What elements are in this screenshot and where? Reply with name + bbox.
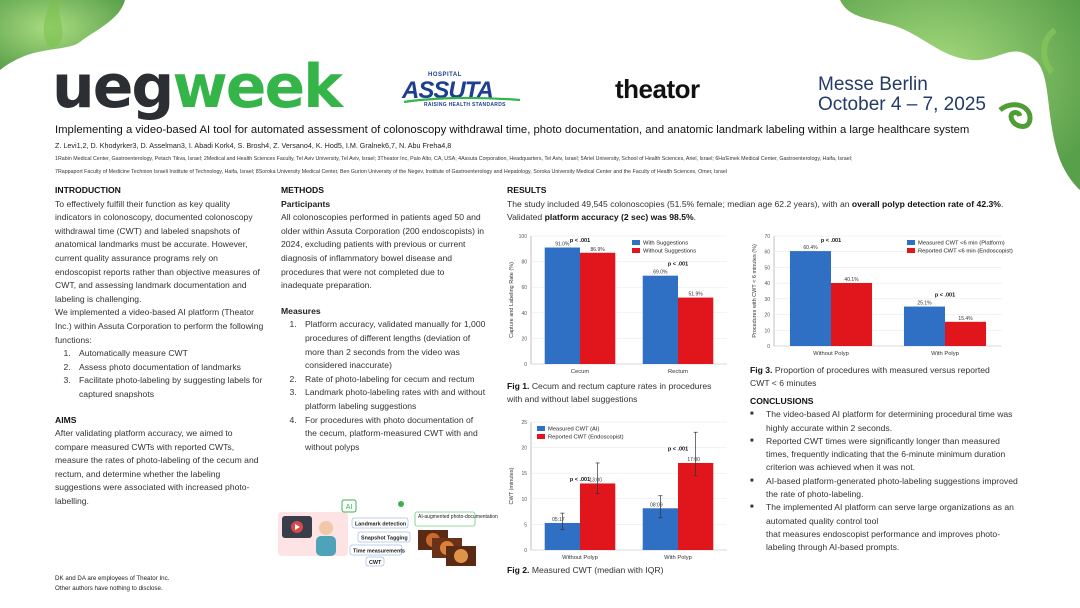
data-label: 08:09: [650, 502, 663, 509]
disclosure-line: Other authors have nothing to disclose.: [55, 585, 163, 592]
fig1-chart: [505, 228, 735, 378]
legend-swatch: [632, 248, 640, 253]
x-tick-label: Without Polyp: [813, 351, 849, 357]
measures-heading: Measures: [281, 305, 321, 316]
data-label: 69.0%: [653, 269, 668, 276]
data-label: 05:17: [552, 516, 565, 523]
legend-swatch: [632, 240, 640, 245]
y-tick-label: 40: [521, 310, 527, 317]
bar: [580, 253, 615, 364]
theator-logo: theator: [615, 74, 700, 104]
list-item: 2. Assess photo documentation of landmarks: [73, 361, 265, 375]
y-tick-label: 0: [524, 362, 527, 368]
y-tick-label: 10: [764, 328, 770, 335]
results-paragraph: The study included 49,545 colonoscopies (51.5% female; median age 62.2 years), with an overall polyp detection rate of 42.3%. Validated platform accuracy (2 sec) was 98.5%.: [507, 199, 1004, 222]
p-value-annotation: p < .001: [934, 292, 956, 299]
data-label: 51.9%: [688, 291, 703, 298]
y-axis-label: Procedures with CWT < 6 minutes (%): [752, 244, 758, 338]
data-label: 17:00: [687, 456, 700, 463]
list-item: ■ AI-based platform-generated photo-labeling suggestions improved the rate of photo-labeling.: [750, 475, 1022, 502]
legend-swatch: [907, 240, 915, 245]
fig1-caption: Fig 1. Cecum and rectum capture rates in procedures with and without label suggestions: [507, 381, 712, 404]
participants-heading: Participants: [281, 198, 331, 209]
disclosure-line: DK and DA are employees of Theator Inc.: [55, 575, 170, 582]
measures-list: [281, 318, 486, 454]
y-tick-label: 20: [521, 336, 527, 343]
illustration-label: Snapshot Tagging: [361, 535, 408, 542]
legend-label: Measured CWT (AI): [548, 426, 600, 433]
poster-title: Implementing a video-based AI tool for automated assessment of colonoscopy withdrawal time, photo documentation, and anatomic landmark labeling within a large healthcare system: [55, 124, 970, 136]
ueg-week-logo: uegweek: [52, 52, 342, 122]
affiliations-line-2: 7Rappaport Faculty of Medicine Technion Israeli Institute of Technology, Haifa, Israel; 8Soroka University Medical Center, Ben Gurion University of the Negev, Institute of Gastroenterology and Hepatology, Soroka University Medical Center and the Faculty of Health Sciences, Omer, Israel: [55, 169, 727, 175]
y-tick-label: 20: [521, 445, 527, 452]
legend-label: Reported CWT (Endoscopist): [548, 434, 624, 441]
introduction-section: [55, 184, 265, 509]
list-item: 4. For procedures with photo documentation of the cecum, platform-measured CWT with and without polyps: [299, 414, 486, 455]
event-location: Messe Berlin: [818, 74, 928, 95]
list-item: ■ The video-based AI platform for determining procedural time was highly accurate within 2 seconds.: [750, 408, 1022, 435]
conclusions-list: [750, 408, 1022, 528]
illustration-label: CWT: [369, 560, 382, 566]
y-tick-label: 100: [518, 234, 527, 240]
x-tick-label: Cecum: [570, 369, 590, 375]
x-tick-label: With Polyp: [931, 351, 959, 357]
legend-swatch: [537, 426, 545, 431]
assuta-logo: HOSPITAL ASSUTA RAISING HEALTH STANDARDS: [402, 72, 522, 108]
callout-text: AI-augmented photo-documentation: [418, 514, 498, 520]
bar: [643, 276, 678, 364]
introduction-function-list: [55, 347, 265, 401]
illustration-label: Time measurements: [353, 548, 406, 555]
list-item: 1. Automatically measure CWT: [73, 347, 265, 361]
y-tick-label: 40: [764, 281, 770, 288]
event-dates: October 4 – 7, 2025: [818, 94, 986, 115]
list-item: 2. Rate of photo-labeling for cecum and rectum: [299, 373, 486, 387]
legend-label: Measured CWT <6 min (Platform): [918, 240, 1005, 247]
p-value-annotation: p < .001: [569, 477, 591, 484]
y-tick-label: 50: [764, 265, 770, 272]
refresh-icon: [398, 501, 404, 507]
y-tick-label: 60: [764, 249, 770, 256]
y-tick-label: 20: [764, 312, 770, 319]
participants-paragraph: All colonoscopies performed in patients aged 50 and older within Assuta Corporation (200 endoscopists) in 2024, excluding patients with previous or current diagnosis of inflammatory bowel disease and procedures that were not completed due to inadequate preparation.: [281, 212, 485, 291]
fig2-chart: [505, 414, 735, 564]
list-item: 1. Platform accuracy, validated manually for 1,000 procedures of different lengths (deviation of more than 2 seconds from the video was considered inaccurate): [299, 318, 486, 372]
y-tick-label: 25: [521, 420, 527, 426]
author-list: Z. Levi1,2, D. Khodyrker3, D. Asselman3, I. Abadi Kork4, S. Brosh4, Z. Versano4, K. Hod5, I.M. Gralnek6,7, N. Abu Freha4,8: [55, 141, 452, 150]
p-value-annotation: p < .001: [667, 261, 689, 268]
conclusions-section: [750, 395, 1022, 555]
list-item: ■ The implemented AI platform can serve large organizations as an automated quality control tool: [750, 501, 1022, 528]
bar: [678, 298, 713, 364]
aims-heading: AIMS: [55, 414, 77, 425]
legend-swatch: [907, 248, 915, 253]
introduction-paragraph: To effectively fulfill their function as key quality indicators in colonoscopy, documented colonoscopy withdrawal time (CWT) and labeled snapshots of anatomical landmarks must be accurate. However, current quality assurance programs rely on endoscopist reports rather than objective measures of CWT, and assessing landmark documentation and labeling is challenging.: [55, 198, 260, 304]
list-item: 3. Landmark photo-labeling rates with and without platform labeling suggestions: [299, 386, 486, 413]
y-tick-label: 80: [521, 259, 527, 266]
y-tick-label: 30: [764, 296, 770, 303]
bar: [904, 307, 945, 346]
data-label: 86.9%: [590, 246, 605, 253]
y-axis-label: CWT (minutes): [509, 467, 515, 505]
introduction-functions-lead: We implemented a video-based AI platform (Theator Inc.) within Assuta Corporation to perform the following functions:: [55, 307, 264, 345]
y-axis-label: Capture and Labeling Rate (%): [509, 262, 515, 338]
bar: [945, 322, 986, 346]
fig3-chart: [748, 228, 1013, 360]
x-tick-label: With Polyp: [664, 555, 692, 561]
methods-section: [281, 184, 486, 454]
y-tick-label: 10: [521, 496, 527, 503]
legend-label: Reported CWT <6 min (Endoscopist): [918, 248, 1013, 255]
fig3-caption: Fig 3. Proportion of procedures with measured versus reported CWT < 6 minutes: [750, 365, 990, 388]
data-label: 25.1%: [917, 300, 932, 307]
bar: [831, 283, 872, 346]
endoscopy-snapshots-icon: [418, 530, 476, 566]
y-tick-label: 0: [767, 344, 770, 350]
list-item: 3. Facilitate photo-labeling by suggesting labels for captured snapshots: [73, 374, 265, 401]
p-value-annotation: p < .001: [569, 238, 591, 244]
results-heading: RESULTS: [507, 185, 547, 195]
feature-labels: [350, 518, 410, 566]
legend-label: With Suggestions: [643, 240, 689, 247]
data-label: 91.0%: [555, 241, 570, 248]
list-item: ■ Reported CWT times were significantly longer than measured times, frequently indicating that the 6-minute minimum duration criterion was achieved when it was not.: [750, 435, 1022, 475]
data-label: 60.4%: [803, 245, 818, 252]
p-value-annotation: p < .001: [667, 446, 689, 453]
x-tick-label: Without Polyp: [562, 555, 598, 561]
data-label: 13:00: [589, 477, 602, 484]
results-section: [507, 184, 1007, 198]
data-label: 40.1%: [844, 276, 859, 283]
aims-paragraph: After validating platform accuracy, we aimed to compare measured CWTs with reported CWTs, measure the rates of photo-labeling of the cecum and rectum, and determine whether the labeling suggestions were associated with increased photo-labelling.: [55, 428, 259, 507]
ai-platform-illustration: [278, 498, 498, 568]
bar: [545, 248, 580, 364]
data-label: 15.4%: [958, 315, 973, 322]
fig2-caption: Fig 2. Measured CWT (median with IQR): [507, 565, 664, 575]
y-tick-label: 0: [524, 548, 527, 554]
introduction-heading: INTRODUCTION: [55, 185, 121, 195]
legend-label: Without Suggestions: [643, 248, 697, 255]
disclosure: [55, 574, 169, 594]
legend-swatch: [537, 434, 545, 439]
ai-label: AI: [345, 504, 353, 511]
affiliations-line-1: 1Rabin Medical Center, Gastroenterology, Petach Tikva, Israel; 2Medical and Health Sciences Faculty, Tel Aviv University, Tel Aviv, Israel; 3Theator Inc, Palo Alto, CA, USA; 4Assuta Corporation, Headquarters, Tel Aviv, Israel; 5Ariel University, School of Health Sciences, Ariel, Israel; 6Ha'Emek Medical Center, Gastroenterology, Haifa, Israel;: [55, 156, 853, 162]
methods-heading: METHODS: [281, 185, 324, 195]
conclusions-heading: CONCLUSIONS: [750, 396, 814, 406]
y-tick-label: 60: [521, 285, 527, 292]
p-value-annotation: p < .001: [820, 238, 842, 244]
bar: [790, 251, 831, 346]
illustration-label: Landmark detection: [355, 521, 407, 528]
y-tick-label: 15: [521, 471, 527, 478]
conclusions-tail: that measures endoscopist performance and improves photo-labeling through AI-based prompts.: [766, 528, 1001, 553]
x-tick-label: Rectum: [668, 369, 688, 375]
doctor-icon: [319, 521, 333, 535]
y-tick-label: 5: [524, 522, 527, 529]
y-tick-label: 70: [764, 234, 770, 240]
